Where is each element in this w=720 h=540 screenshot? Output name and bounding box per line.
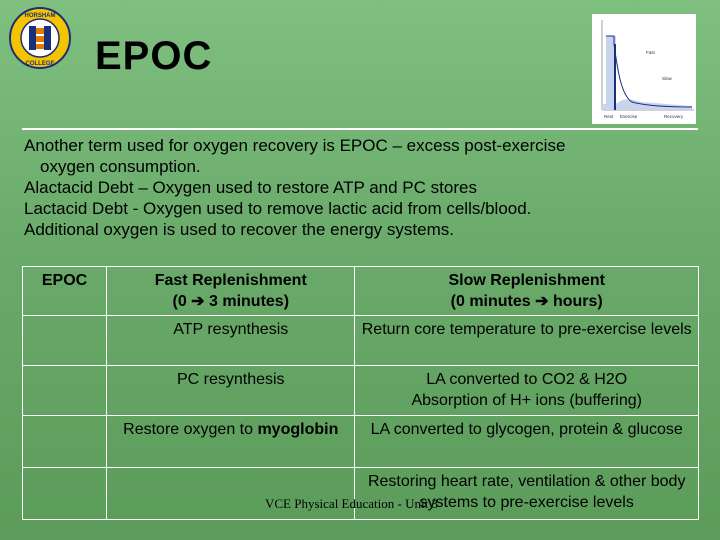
table-cell [23, 316, 107, 366]
bullet-item: Another term used for oxygen recovery is EPOC – excess post-exercise [24, 136, 566, 155]
table-cell: PC resynthesis [107, 366, 355, 416]
graph-label-recovery: Recovery [664, 114, 684, 119]
header-fast-title: Fast Replenishment [154, 272, 307, 289]
graph-label-fast: Fast [646, 50, 655, 55]
table-row [23, 316, 699, 366]
cell-text: Restore oxygen to [123, 421, 258, 438]
header-fast [107, 267, 355, 316]
bullet-list [24, 135, 704, 240]
graph-label-rest: Rest [604, 114, 614, 119]
table-header-row [23, 267, 699, 316]
cell-text-bold: myoglobin [257, 421, 339, 438]
footer-text: VCE Physical Education - Unit 3 [265, 496, 438, 511]
college-logo [8, 6, 72, 70]
table-cell: Restoring heart rate, ventilation & other body systems to pre-exercise levels [355, 468, 699, 520]
graph-label-slow: Slow [662, 76, 672, 81]
logo-top-text: HORSHAM [24, 13, 56, 19]
bullet-item-continuation: oxygen consumption. [40, 157, 201, 176]
cell-line: Absorption of H+ ions (buffering) [411, 392, 642, 409]
graph-marker [614, 44, 616, 110]
header-epoc: EPOC [23, 267, 107, 316]
page-title: EPOC [95, 34, 213, 78]
table-row [23, 366, 699, 416]
header-fast-range: (0 ➔ 3 minutes) [172, 293, 290, 310]
table-row [23, 416, 699, 468]
cell-line: LA converted to CO2 & H2O [426, 371, 628, 388]
table-cell [107, 416, 355, 468]
logo-bottom-text: COLLEGE [25, 61, 55, 67]
bullet-item: Lactacid Debt - Oxygen used to remove lactic acid from cells/blood. [24, 199, 532, 218]
table-cell [23, 416, 107, 468]
table-cell: ATP resynthesis [107, 316, 355, 366]
table-cell: LA converted to glycogen, protein & glucose [355, 416, 699, 468]
graph-label-exercise: Exercise [620, 114, 638, 119]
header-slow-title: Slow Replenishment [448, 272, 605, 289]
table-cell [23, 468, 107, 520]
oxygen-recovery-graph [592, 14, 696, 124]
header-slow-range: (0 minutes ➔ hours) [450, 293, 603, 310]
title-divider [22, 128, 698, 130]
table-cell [355, 366, 699, 416]
table-cell [23, 366, 107, 416]
table-cell: Return core temperature to pre-exercise levels [355, 316, 699, 366]
bullet-item: Alactacid Debt – Oxygen used to restore ATP and PC stores [24, 178, 477, 197]
bullet-item: Additional oxygen is used to recover the energy systems. [24, 220, 454, 239]
header-slow [355, 267, 699, 316]
epoc-table [22, 266, 699, 520]
